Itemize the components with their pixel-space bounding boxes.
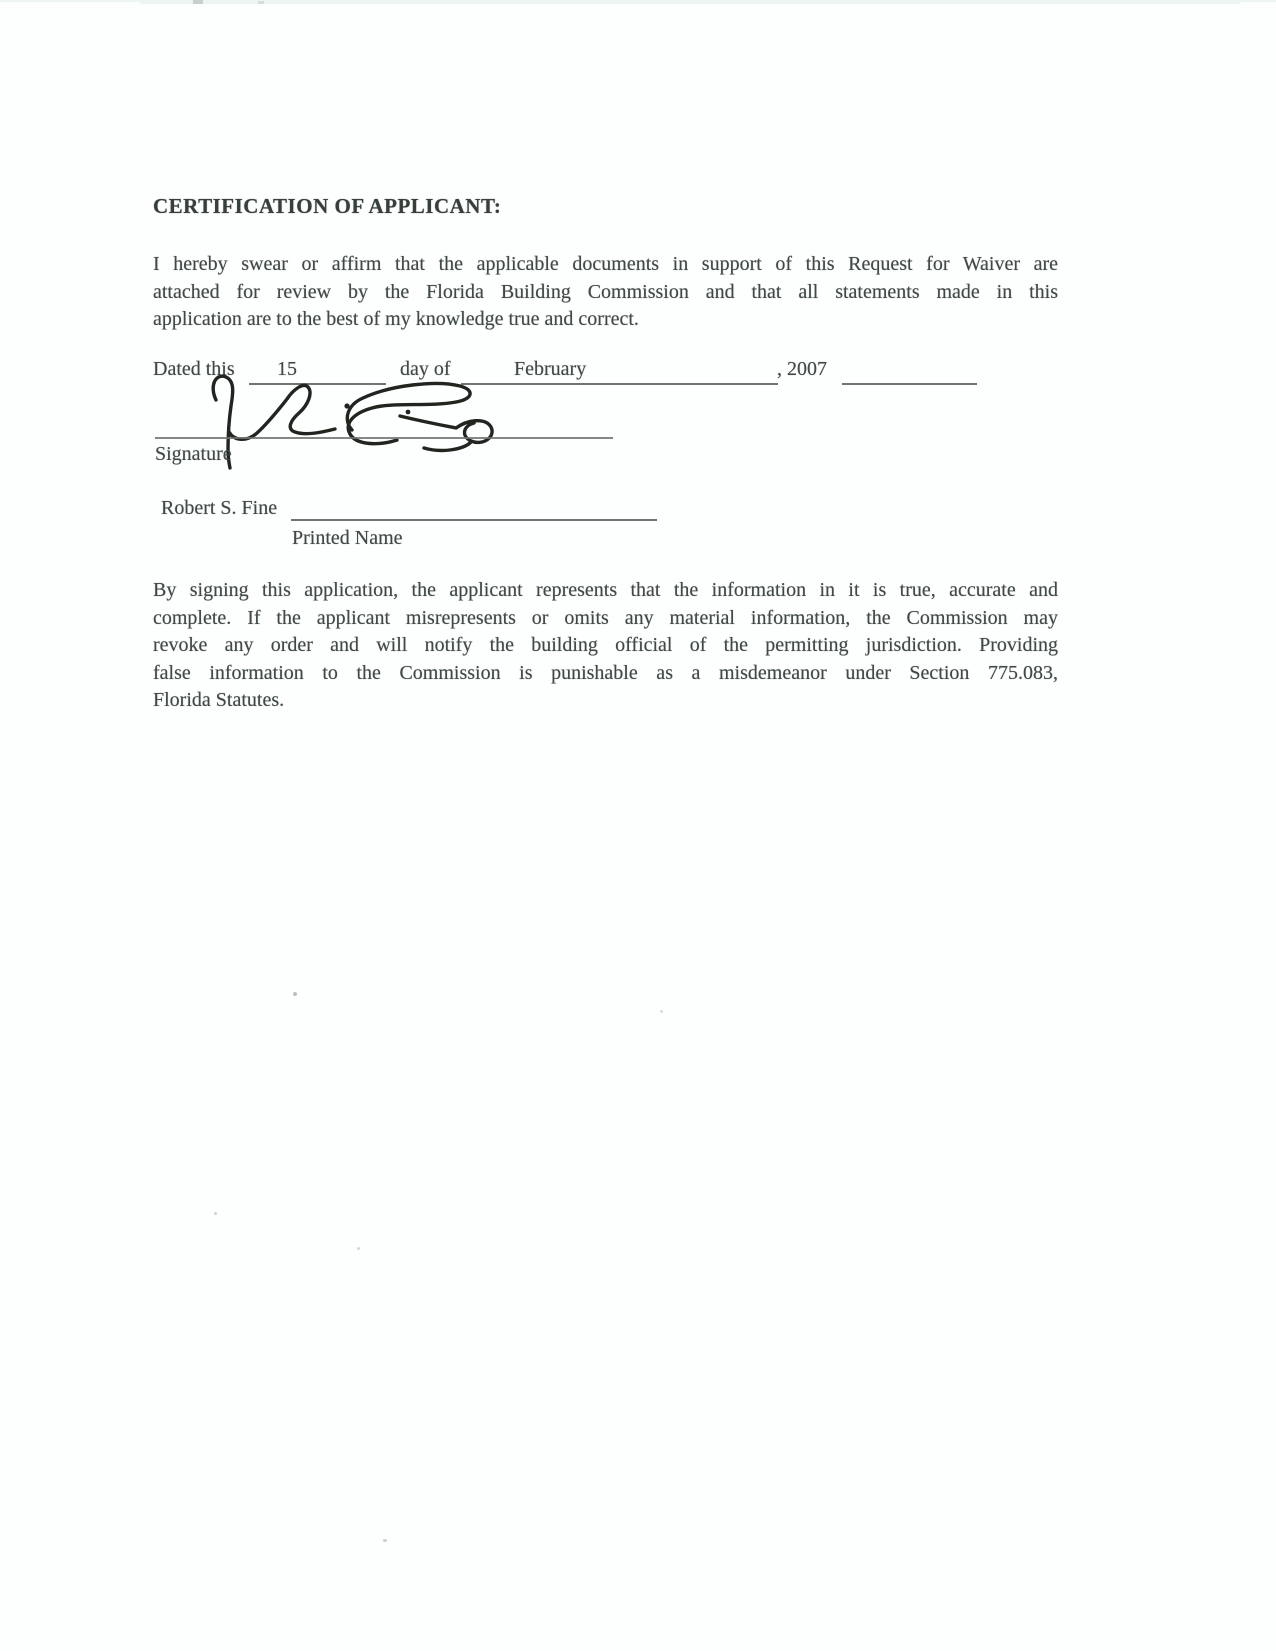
scan-speck [293,992,297,996]
intro-paragraph [153,251,1058,334]
intro-line: I hereby swear or affirm that the applicable documents in support of this Request for Waiver are [153,253,1058,275]
closing-line: revoke any order and will notify the building official of the permitting jurisdiction. Providing [153,634,1058,656]
closing-line: Florida Statutes. [153,689,285,711]
closing-line: complete. If the applicant misrepresents or omits any material information, the Commission may [153,606,1058,629]
month-value: February [514,358,587,380]
year-value: , 2007 [777,358,827,380]
printed-name-label: Printed Name [292,527,403,549]
closing-line: false information to the Commission is punishable as a misdemeanor under Section 775.083, [153,661,1058,684]
signature-line [155,437,613,439]
closing-line: By signing this application, the applicant represents that the information in it is true, accurate and [153,579,1058,601]
scan-speck [258,1,264,4]
intro-line: attached for review by the Florida Building Commission and that all statements made in this [153,280,1058,303]
dated-connector: day of [400,358,451,380]
scan-speck [660,1010,663,1013]
printed-name-underline [291,519,657,521]
intro-line: application are to the best of my knowledge true and correct. [153,308,639,330]
scan-speck [383,1539,387,1542]
scan-streak [140,2,1240,4]
signature-label: Signature [155,443,232,465]
scan-speck [357,1247,360,1250]
applicant-signature-handwriting [190,358,520,478]
day-value: 15 [277,358,297,380]
certification-heading: CERTIFICATION OF APPLICANT: [153,194,502,218]
printed-name-value: Robert S. Fine [161,497,278,519]
scan-speck [214,1212,217,1215]
dated-prefix: Dated this [153,358,235,380]
closing-paragraph [153,577,1058,715]
scan-speck [193,0,203,4]
year-underline [842,383,977,385]
